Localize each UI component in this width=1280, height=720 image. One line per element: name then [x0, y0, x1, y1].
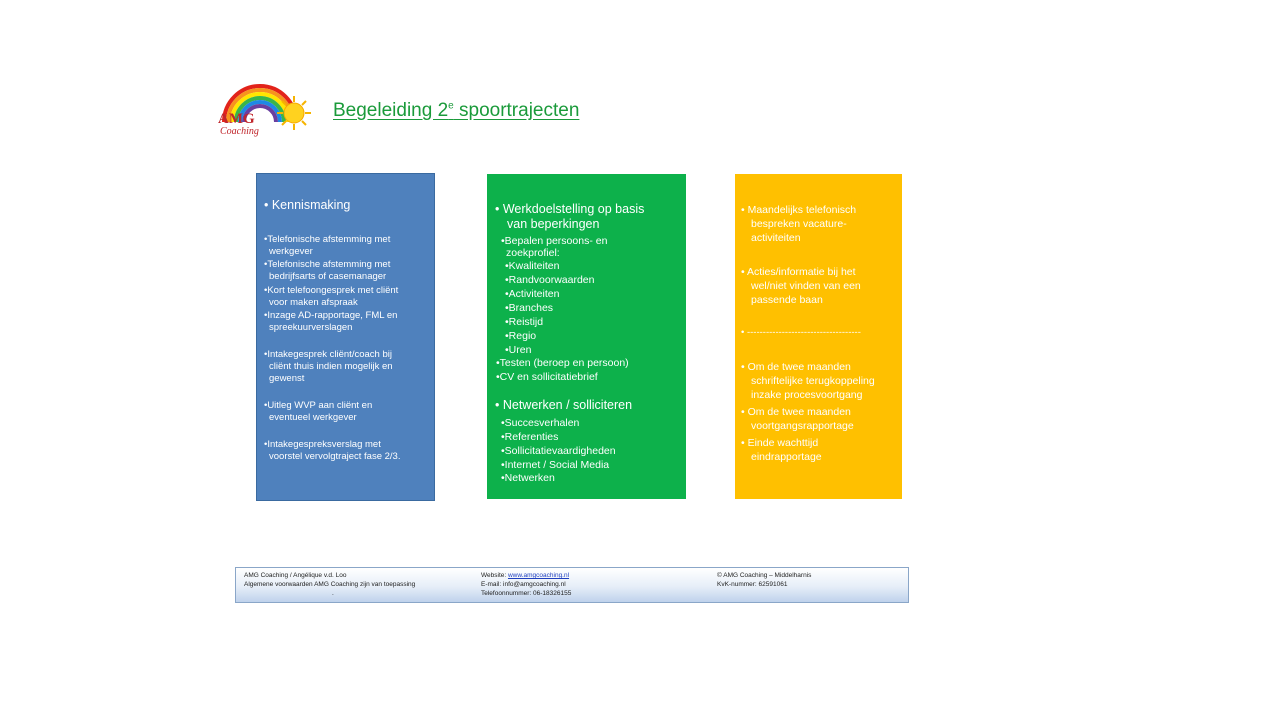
list-item: •Regio: [505, 330, 537, 342]
list-item: • Om de twee maanden: [741, 406, 851, 418]
list-item: voor maken afspraak: [269, 297, 358, 308]
logo-coaching: Coaching: [220, 126, 259, 137]
list-item: •Randvoorwaarden: [505, 274, 595, 286]
list-item: •Uitleg WVP aan cliënt en: [264, 400, 373, 411]
footer-website-label: Website:: [481, 572, 508, 579]
footer-terms: Algemene voorwaarden AMG Coaching zijn van toepassing: [244, 581, 416, 588]
logo-amg: AMG: [218, 111, 255, 127]
list-item: spreekuurverslagen: [269, 322, 353, 333]
list-item: wel/niet vinden van een: [751, 280, 861, 292]
list-item: •Inzage AD-rapportage, FML en: [264, 310, 398, 321]
list-item: bespreken vacature-: [751, 218, 847, 230]
panel-rapportage: [735, 174, 902, 499]
footer-email: E-mail: info@amgcoaching.nl: [481, 581, 566, 588]
panel-heading: van beperkingen: [507, 217, 600, 231]
panel-heading: • Werkdoelstelling op basis: [495, 202, 645, 216]
footer: [235, 567, 909, 603]
list-item: •Succesverhalen: [501, 417, 580, 429]
website-link[interactable]: www.amgcoaching.nl: [507, 572, 570, 579]
panel-heading: • Kennismaking: [264, 198, 351, 212]
footer-company: [244, 571, 415, 598]
list-item: werkgever: [269, 246, 313, 257]
footer-website-line: [481, 571, 571, 580]
list-item: inzake procesvoortgang: [751, 389, 863, 401]
list-item: bedrijfsarts of casemanager: [269, 271, 387, 282]
list-item: •Telefonische afstemming met: [264, 259, 391, 270]
footer-kvk: KvK-nummer: 62591061: [717, 581, 788, 588]
list-item: •Referenties: [501, 431, 559, 443]
footer-phone: Telefoonnummer: 06-18326155: [481, 590, 572, 597]
list-divider: • ------------------------------------: [741, 327, 861, 338]
footer-name: AMG Coaching / Angélique v.d. Loo: [244, 572, 347, 579]
list-item: •Kwaliteiten: [505, 260, 560, 272]
list-item: •Uren: [505, 344, 532, 356]
page-title: [333, 100, 579, 122]
footer-copyright: © AMG Coaching – Middelharnis: [717, 572, 812, 579]
list-item: zoekprofiel:: [506, 247, 560, 259]
list-item: •Intakegespreksverslag met: [264, 439, 381, 450]
panel-werkdoelstelling: [487, 174, 686, 499]
list-item: passende baan: [751, 294, 823, 306]
list-item: • Acties/informatie bij het: [741, 266, 856, 278]
list-item: •Bepalen persoons- en: [501, 235, 608, 247]
footer-contact: [481, 571, 571, 598]
list-item: eventueel werkgever: [269, 412, 357, 423]
footer-legal: [717, 571, 811, 589]
list-item: voorstel vervolgtraject fase 2/3.: [269, 451, 401, 462]
list-item: voortgangsrapportage: [751, 420, 854, 432]
list-item: •Telefonische afstemming met: [264, 234, 391, 245]
list-item: • Maandelijks telefonisch: [741, 204, 857, 216]
list-item: • Einde wachttijd: [741, 437, 819, 449]
amg-coaching-logo: [218, 78, 318, 140]
list-item: •Netwerken: [501, 472, 555, 484]
list-item: •Intakegesprek cliënt/coach bij: [264, 349, 392, 360]
list-item: •Internet / Social Media: [501, 459, 610, 471]
list-item: •Branches: [505, 302, 554, 314]
list-item: activiteiten: [751, 232, 801, 244]
list-item: •Testen (beroep en persoon): [496, 357, 629, 369]
footer-dot: .: [332, 590, 334, 597]
list-item: gewenst: [269, 373, 305, 384]
title-prefix: Begeleiding 2: [333, 100, 449, 121]
panel-heading: • Netwerken / solliciteren: [495, 398, 633, 412]
title-suffix: spoortrajecten: [453, 100, 580, 121]
list-item: cliënt thuis indien mogelijk en: [269, 361, 393, 372]
list-item: •Reistijd: [505, 316, 544, 328]
list-item: eindrapportage: [751, 451, 822, 463]
list-item: •CV en sollicitatiebrief: [496, 371, 598, 383]
list-item: • Om de twee maanden: [741, 361, 851, 373]
title-superscript: e: [448, 100, 454, 112]
logo-text: [218, 112, 259, 138]
panel-kennismaking: [256, 173, 435, 501]
list-item: •Activiteiten: [505, 288, 560, 300]
list-item: schriftelijke terugkoppeling: [751, 375, 875, 387]
list-item: •Kort telefoongesprek met cliënt: [264, 285, 399, 296]
list-item: •Sollicitatievaardigheden: [501, 445, 616, 457]
